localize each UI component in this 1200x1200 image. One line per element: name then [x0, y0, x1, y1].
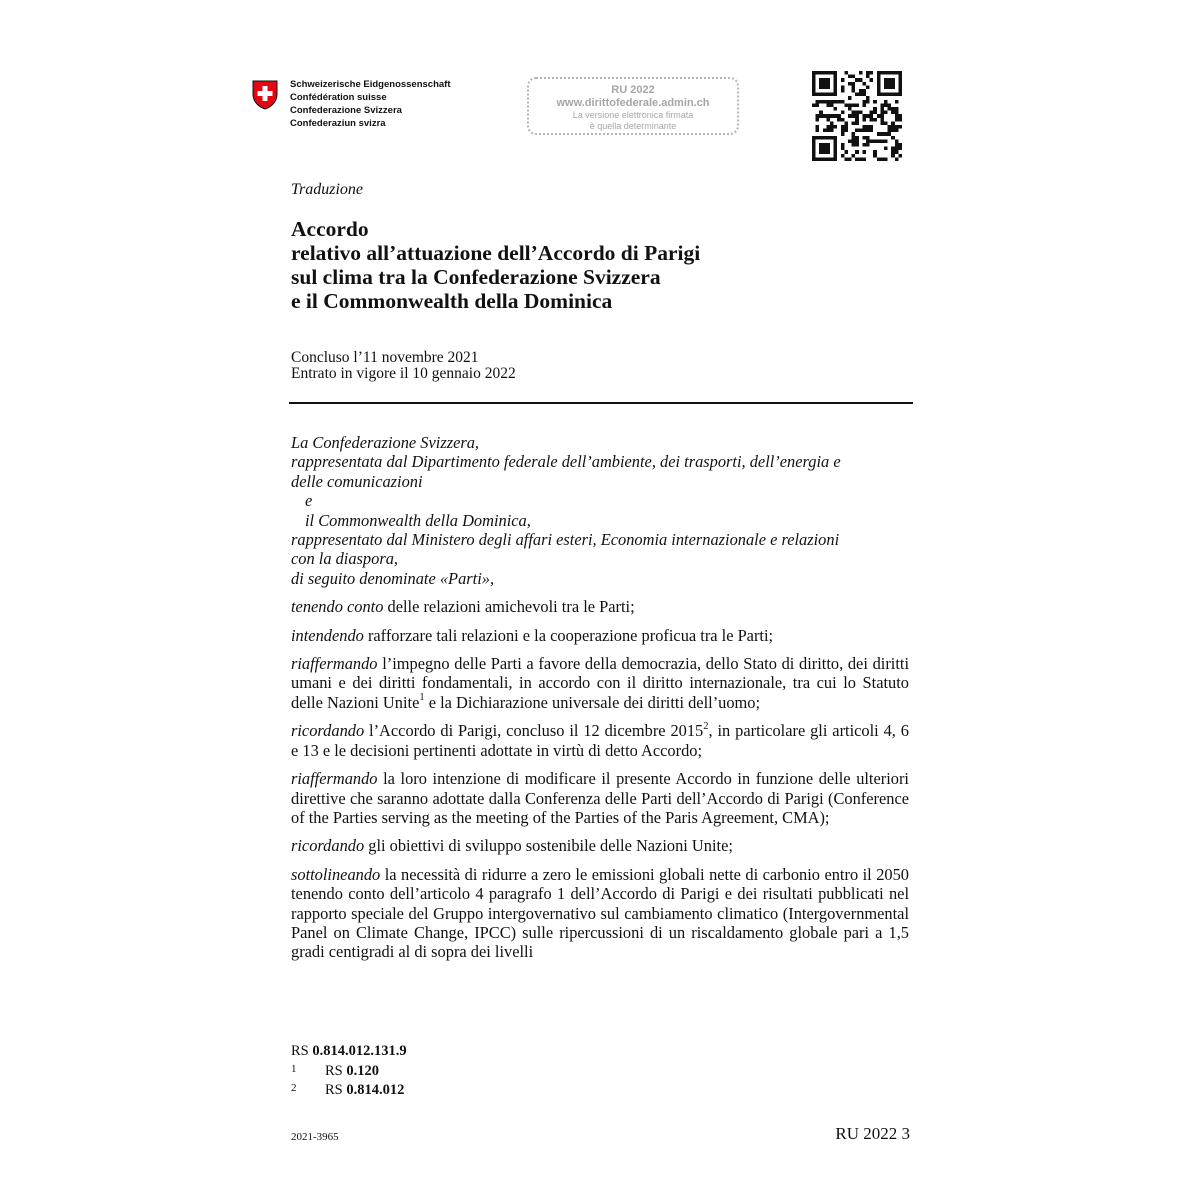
- recital-text: l’impegno delle Parti a favore della democrazia, dello Stato di diritto, dei diritti umani e dei diritti fondamentali, in accordo con il diritto internazionale, tra cui lo Statuto delle Nazioni Unite: [291, 654, 909, 712]
- recital: [291, 769, 909, 827]
- recital: [291, 597, 909, 616]
- title-line: e il Commonwealth della Dominica: [291, 289, 613, 313]
- footnotes: [291, 1043, 407, 1100]
- confederation-name-de: Schweizerische Eidgenossenschaft: [290, 79, 451, 90]
- recital-keyword: ricordando: [291, 721, 365, 741]
- party-dominica: il Commonwealth della Dominica,: [305, 510, 531, 530]
- recital-text-cont: e la Dichiarazione universale dei diritti dell’uomo;: [424, 692, 761, 712]
- divider: [289, 402, 913, 404]
- recital-keyword: ricordando: [291, 836, 365, 856]
- footnote-prefix: RS: [325, 1082, 343, 1098]
- footnote-number: 1: [291, 1062, 297, 1075]
- party-dominica-representative: rappresentato dal Ministero degli affari esteri, Economia internazionale e relazioni: [291, 530, 840, 550]
- title-line: relativo all’attuazione dell’Accordo di Parigi: [291, 241, 701, 265]
- footnote-ref-2[interactable]: 2: [703, 720, 709, 732]
- recital-keyword: tenendo conto: [291, 597, 384, 617]
- recital-keyword: riaffermando: [291, 654, 378, 674]
- party-swiss: La Confederazione Svizzera,: [291, 433, 480, 452]
- footnote-item: [291, 1080, 407, 1100]
- title-line: Accordo: [291, 217, 369, 241]
- dates-block: [291, 350, 516, 382]
- recital-text: rafforzare tali relazioni e la cooperazione proficua tra le Parti;: [363, 625, 774, 645]
- recital-text: la necessità di ridurre a zero le emissioni globali nette di carbonio entro il 2050 tenendo conto dell’articolo 4 paragrafo 1 dell’Accordo di Parigi e dei risultati pubblicati nel rapporto speciale del Gruppo intergovernativo sul cambiamento climatico (Intergovernmental Panel on Climate Change, IPCC) sulle ripercussioni di un riscaldamento globale pari a 1,5 gradi centigradi al di sopra dei livelli: [291, 864, 909, 962]
- document-code: 2021-3965: [291, 1131, 339, 1143]
- stamp-note-1: La versione elettronica firmata: [572, 110, 694, 120]
- stamp-collection: RU 2022: [611, 84, 655, 96]
- page-number: RU 2022 3: [835, 1124, 910, 1143]
- recital-text: la loro intenzione di modificare il presente Accordo in funzione delle ulteriori direttive che saranno adottate dalla Conferenza delle Parti dell’Accordo di Parigi (Conference of the Parties serving as the meeting of the Parties of the Paris Agreement, CMA);: [291, 769, 909, 827]
- confederation-name-rm: Confederaziun svizra: [290, 118, 386, 129]
- recital: [291, 626, 909, 645]
- confederation-names: [290, 78, 451, 130]
- confederation-name-fr: Confédération suisse: [290, 92, 387, 103]
- stamp-url: www.dirittofederale.admin.ch: [556, 97, 710, 109]
- recital-text-cont: , in particolare gli articoli 4, 6 e 13 e le decisioni pertinenti adottate in virtù di detto Accordo;: [291, 721, 909, 760]
- translation-label: Traduzione: [291, 181, 364, 198]
- recital: [291, 836, 909, 855]
- recital: [291, 654, 909, 712]
- qr-code-icon[interactable]: [812, 71, 902, 161]
- title-line: sul clima tra la Confederazione Svizzera: [291, 265, 661, 289]
- recital-text: l’Accordo di Parigi, concluso il 12 dicembre 2015: [364, 721, 704, 741]
- recital-keyword: intendendo: [291, 625, 364, 645]
- conjunction: e: [305, 491, 313, 511]
- footnote-ref[interactable]: 0.120: [346, 1062, 379, 1079]
- recital: [291, 721, 909, 760]
- party-dominica-representative-cont: con la diaspora,: [291, 549, 398, 569]
- recital-keyword: sottolineando: [291, 864, 381, 884]
- stamp-note-2: è quella determinante: [589, 121, 677, 131]
- swiss-crest-icon: [252, 80, 278, 110]
- footnote-number: 2: [291, 1082, 297, 1094]
- rs-prefix: RS: [291, 1043, 309, 1059]
- footnote-item: [291, 1061, 407, 1081]
- official-stamp: [527, 77, 739, 135]
- recital: [291, 865, 909, 962]
- in-force-date: Entrato in vigore il 10 gennaio 2022: [291, 365, 516, 382]
- rs-main-number: 0.814.012.131.9: [312, 1043, 407, 1059]
- parties-block: [291, 433, 909, 588]
- parties-denomination: di seguito denominate «Parti»,: [291, 568, 495, 588]
- party-swiss-representative-cont: delle comunicazioni: [291, 471, 423, 491]
- recital-text: gli obiettivi di sviluppo sostenibile delle Nazioni Unite;: [364, 836, 733, 856]
- recital-text: delle relazioni amichevoli tra le Parti;: [383, 597, 635, 617]
- preamble: [291, 433, 909, 971]
- footnote-prefix: RS: [325, 1062, 343, 1079]
- footnote-ref[interactable]: 0.814.012: [346, 1082, 405, 1098]
- rs-number: [291, 1043, 407, 1061]
- page-title: [291, 217, 700, 313]
- recital-keyword: riaffermando: [291, 769, 378, 789]
- party-swiss-representative: rappresentata dal Dipartimento federale dell’ambiente, dei trasporti, dell’energia e: [291, 452, 841, 472]
- footnote-ref-1[interactable]: 1: [419, 692, 425, 704]
- confederation-name-it: Confederazione Svizzera: [290, 105, 402, 116]
- concluded-date: Concluso l’11 novembre 2021: [291, 349, 479, 366]
